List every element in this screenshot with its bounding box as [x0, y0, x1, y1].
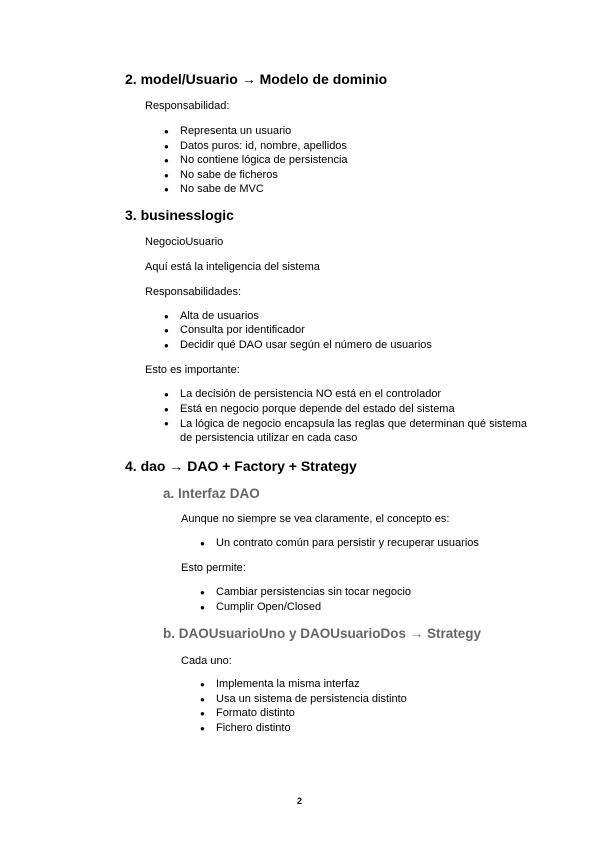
list-item: Representa un usuario: [180, 125, 292, 137]
bullet-dot: ●: [164, 326, 169, 335]
list-item: No sabe de ficheros: [180, 169, 278, 181]
bullet-dot: ●: [200, 709, 205, 718]
list-item: Formato distinto: [216, 707, 295, 719]
list-item: Un contrato común para persistir y recuperar usuarios: [216, 537, 479, 549]
bullet-dot: ●: [164, 171, 169, 180]
page-number: 2: [297, 796, 303, 806]
bullet-dot: ●: [200, 588, 205, 597]
list-item: Cambiar persistencias sin tocar negocio: [216, 586, 412, 598]
bullet-dot: ●: [164, 185, 169, 194]
bullet-dot: ●: [200, 724, 205, 733]
bullet-dot: ●: [164, 312, 169, 321]
list-item: No sabe de MVC: [180, 183, 264, 195]
subsection-a-intro: Aunque no siempre se vea claramente, el concepto es:: [181, 513, 450, 525]
bullet-dot: ●: [164, 156, 169, 165]
list-item: Usa un sistema de persistencia distinto: [216, 693, 407, 705]
list-item: Implementa la misma interfaz: [216, 678, 360, 690]
bullet-dot: ●: [200, 539, 205, 548]
list-item: Decidir qué DAO usar según el número de usuarios: [180, 339, 432, 351]
bullet-dot: ●: [164, 390, 169, 399]
subsection-b-heading: b. DAOUsuarioUno y DAOUsuarioDos → Strategy: [163, 626, 482, 641]
list-item: No contiene lógica de persistencia: [180, 154, 348, 166]
bullet-dot: ●: [200, 695, 205, 704]
list-item: La decisión de persistencia NO está en el controlador: [180, 388, 442, 400]
section-2-heading: 2. model/Usuario → Modelo de dominio: [125, 71, 388, 87]
list-item: Alta de usuarios: [180, 310, 259, 322]
bullet-dot: ●: [164, 419, 169, 428]
list-item: Consulta por identificador: [180, 324, 305, 336]
class-name: NegocioUsuario: [145, 236, 224, 248]
bullet-dot: ●: [200, 680, 205, 689]
list-item: Datos puros: id, nombre, apellidos: [180, 140, 347, 152]
important-label: Esto es importante:: [145, 364, 240, 376]
bullet-dot: ●: [164, 341, 169, 350]
bullet-dot: ●: [200, 603, 205, 612]
list-item: Fichero distinto: [216, 722, 291, 734]
section-3-heading: 3. businesslogic: [125, 207, 234, 223]
list-item: Está en negocio porque depende del estado del sistema: [180, 403, 455, 415]
section-4-heading: 4. dao → DAO + Factory + Strategy: [125, 458, 357, 474]
bullet-dot: ●: [164, 405, 169, 414]
subsection-b-label: Cada uno:: [181, 655, 232, 667]
section-3-label: Responsabilidades:: [145, 286, 242, 298]
permits-label: Esto permite:: [181, 562, 246, 574]
subsection-a-heading: a. Interfaz DAO: [163, 486, 260, 501]
list-item: La lógica de negocio encapsula las reglas que determinan qué sistema de persistencia utilizar en cada caso: [180, 418, 527, 444]
bullet-dot: ●: [164, 142, 169, 151]
bullet-dot: ●: [164, 127, 169, 136]
list-item: Cumplir Open/Closed: [216, 601, 322, 613]
section-3-intro: Aquí está la inteligencia del sistema: [145, 261, 320, 273]
section-2-label: Responsabilidad:: [145, 100, 230, 112]
